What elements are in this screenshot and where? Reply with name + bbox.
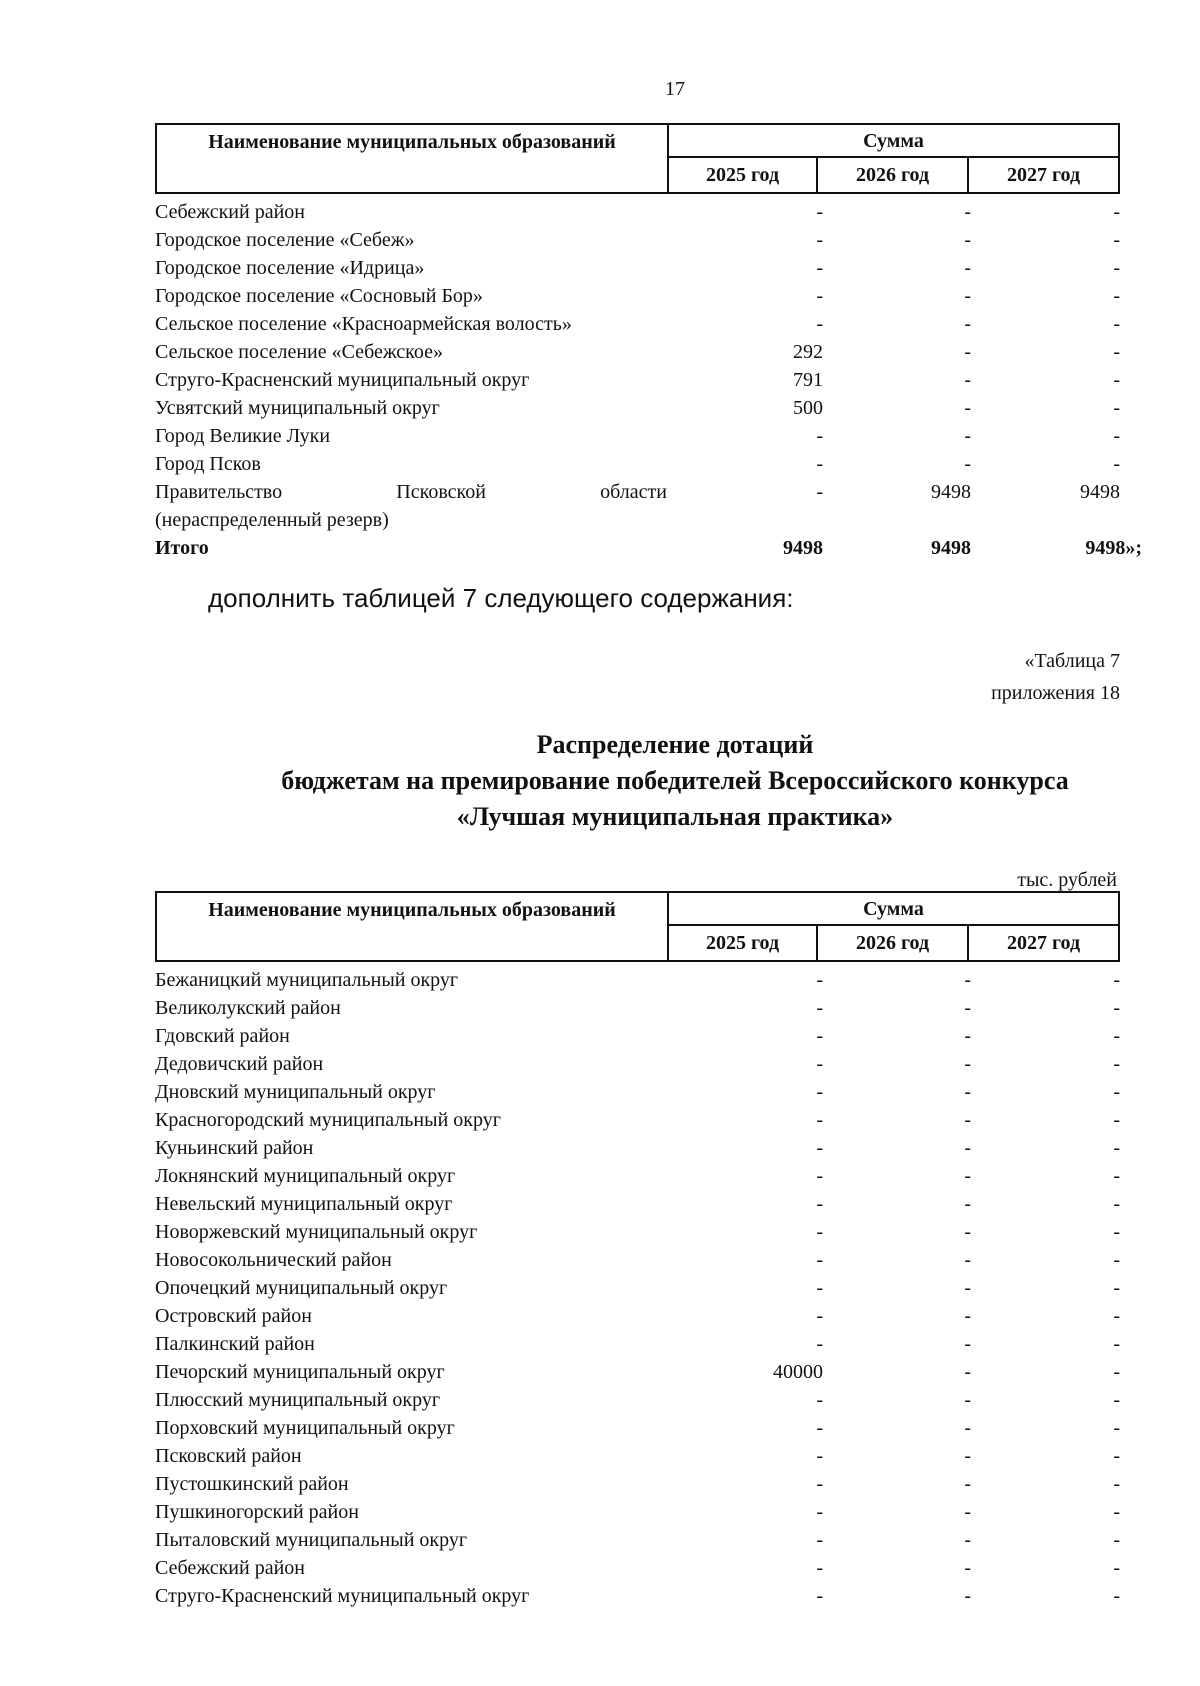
value-2025: - <box>816 1501 823 1523</box>
total-2025: 9498 <box>783 537 823 559</box>
row-name: Печорский муниципальный округ <box>155 1361 445 1383</box>
title-line3: «Лучшая муниципальная практика» <box>456 802 894 831</box>
row-name: Пушкиногорский район <box>155 1501 359 1523</box>
row-name: Новосокольнический район <box>155 1249 392 1271</box>
value-2025: - <box>816 1137 823 1159</box>
value-2025: - <box>816 1249 823 1271</box>
value-2027: - <box>1113 1305 1120 1327</box>
table-row <box>155 1274 1120 1302</box>
value-2025: - <box>816 1333 823 1355</box>
value-2025: - <box>816 1473 823 1495</box>
value-2027: - <box>1113 229 1120 251</box>
table-row <box>155 226 1120 254</box>
value-2025: - <box>816 1417 823 1439</box>
value-2027: - <box>1113 1473 1120 1495</box>
row-name: Псковский район <box>155 1445 302 1467</box>
row-name: Плюсский муниципальный округ <box>155 1389 441 1411</box>
value-2025: - <box>816 1221 823 1243</box>
value-2027: - <box>1113 1109 1120 1131</box>
table-row <box>155 1498 1120 1526</box>
value-2027: - <box>1113 1585 1120 1607</box>
value-2025: - <box>816 481 823 503</box>
value-2026: - <box>964 1165 971 1187</box>
table-row <box>155 994 1120 1022</box>
row-name: Себежский район <box>155 201 305 223</box>
title-line2: бюджетам на премирование победителей Всероссийского конкурса <box>281 766 1069 795</box>
table-row <box>155 1218 1120 1246</box>
value-2026: - <box>964 285 971 307</box>
table-row <box>155 1302 1120 1330</box>
value-2025: - <box>816 1053 823 1075</box>
value-2027: - <box>1113 1501 1120 1523</box>
value-2026: - <box>964 229 971 251</box>
value-2025: 791 <box>793 369 823 391</box>
value-2025: 500 <box>793 397 823 419</box>
value-2025: - <box>816 1585 823 1607</box>
value-2027: - <box>1113 1361 1120 1383</box>
row-name: Великолукский район <box>155 997 341 1019</box>
value-2027: - <box>1113 341 1120 363</box>
value-2026: - <box>964 997 971 1019</box>
value-2025: - <box>816 1109 823 1131</box>
table-row <box>155 1022 1120 1050</box>
value-2026: - <box>964 1221 971 1243</box>
value-2026: - <box>964 1501 971 1523</box>
table-row <box>155 1134 1120 1162</box>
row-name: Гдовский район <box>155 1025 290 1047</box>
value-2026: - <box>964 1137 971 1159</box>
total-label: Итого <box>155 537 209 559</box>
table-row <box>155 1554 1120 1582</box>
value-2026: - <box>964 257 971 279</box>
value-2026: - <box>964 313 971 335</box>
value-2027: - <box>1113 1389 1120 1411</box>
header-sum: Сумма <box>667 891 1120 926</box>
gov-word-1: Правительство <box>155 481 283 503</box>
value-2025: - <box>816 313 823 335</box>
value-2027: - <box>1113 1333 1120 1355</box>
table-row <box>155 1162 1120 1190</box>
value-2026: - <box>964 369 971 391</box>
table-row <box>155 198 1120 226</box>
value-2027: - <box>1113 1445 1120 1467</box>
header-year-2026: 2026 год <box>818 158 969 194</box>
table-row <box>155 422 1120 450</box>
row-name: Городское поселение «Себеж» <box>155 229 415 251</box>
value-2026: - <box>964 1445 971 1467</box>
value-2025: - <box>816 257 823 279</box>
value-2027: - <box>1113 1529 1120 1551</box>
table-row <box>155 1526 1120 1554</box>
row-name: Порховский муниципальный округ <box>155 1417 455 1439</box>
row-name: Локнянский муниципальный округ <box>155 1165 456 1187</box>
value-2025: 292 <box>793 341 823 363</box>
value-2027: - <box>1113 1025 1120 1047</box>
row-name: Город Великие Луки <box>155 425 331 447</box>
value-2026: - <box>964 397 971 419</box>
row-name: Дновский муниципальный округ <box>155 1081 436 1103</box>
value-2027: - <box>1113 1221 1120 1243</box>
gov-name-line1 <box>155 478 667 506</box>
row-name: Куньинский район <box>155 1137 314 1159</box>
gov-name-line2: (нераспределенный резерв) <box>155 509 389 531</box>
row-name: Себежский район <box>155 1557 305 1579</box>
value-2027: 9498 <box>1080 481 1120 503</box>
header-name: Наименование муниципальных образований <box>155 123 667 194</box>
value-2026: - <box>964 1109 971 1131</box>
value-2026: - <box>964 1529 971 1551</box>
row-name: Сельское поселение «Красноармейская волость» <box>155 313 572 335</box>
value-2026: - <box>964 453 971 475</box>
value-2027: - <box>1113 313 1120 335</box>
header-year-2025: 2025 год <box>667 926 818 962</box>
row-name: Дедовичский район <box>155 1053 324 1075</box>
value-2027: - <box>1113 257 1120 279</box>
value-2026: - <box>964 425 971 447</box>
table-row <box>155 966 1120 994</box>
amendment-paragraph: дополнить таблицей 7 следующего содержания: <box>208 583 794 613</box>
value-2025: - <box>816 425 823 447</box>
table-row <box>155 310 1120 338</box>
value-2025: - <box>816 1389 823 1411</box>
value-2027: - <box>1113 1557 1120 1579</box>
table-row <box>155 1442 1120 1470</box>
value-2026: - <box>964 1081 971 1103</box>
table-row <box>155 1386 1120 1414</box>
section-title <box>0 727 1200 835</box>
value-2025: - <box>816 1557 823 1579</box>
value-2027: - <box>1113 369 1120 391</box>
table-row <box>155 1358 1120 1386</box>
value-2026: - <box>964 1249 971 1271</box>
title-line1: Распределение дотаций <box>536 730 814 759</box>
value-2026: - <box>964 1361 971 1383</box>
value-2025: - <box>816 1445 823 1467</box>
table-row <box>155 366 1120 394</box>
table-row <box>155 450 1120 478</box>
table-2-header <box>155 891 1120 966</box>
value-2025: - <box>816 969 823 991</box>
value-2026: - <box>964 341 971 363</box>
table-row <box>155 1470 1120 1498</box>
table-row <box>155 1106 1120 1134</box>
header-sum: Сумма <box>667 123 1120 158</box>
row-name: Струго-Красненский муниципальный округ <box>155 1585 530 1607</box>
value-2027: - <box>1113 1053 1120 1075</box>
value-2027: - <box>1113 425 1120 447</box>
header-year-2025: 2025 год <box>667 158 818 194</box>
value-2026: - <box>964 1277 971 1299</box>
value-2027: - <box>1113 397 1120 419</box>
table-row <box>155 282 1120 310</box>
table-1-body <box>155 198 1120 478</box>
table-row <box>155 1050 1120 1078</box>
row-name: Город Псков <box>155 453 261 475</box>
table-row <box>155 1078 1120 1106</box>
row-name: Струго-Красненский муниципальный округ <box>155 369 530 391</box>
value-2027: - <box>1113 997 1120 1019</box>
value-2026: - <box>964 1473 971 1495</box>
value-2025: - <box>816 453 823 475</box>
row-name: Городское поселение «Сосновый Бор» <box>155 285 483 307</box>
row-name: Новоржевский муниципальный округ <box>155 1221 478 1243</box>
table-row <box>155 338 1120 366</box>
value-2027: - <box>1113 1193 1120 1215</box>
value-2025: - <box>816 1165 823 1187</box>
table-ref-line1: «Таблица 7 <box>1024 650 1120 672</box>
table-row <box>155 1190 1120 1218</box>
value-2025: - <box>816 285 823 307</box>
value-2026: - <box>964 1389 971 1411</box>
header-year-2027: 2027 год <box>969 158 1120 194</box>
value-2027: - <box>1113 285 1120 307</box>
table-row <box>155 1330 1120 1358</box>
row-name: Островский район <box>155 1305 312 1327</box>
header-year-2027: 2027 год <box>969 926 1120 962</box>
value-2026: - <box>964 1025 971 1047</box>
row-name: Городское поселение «Идрица» <box>155 257 425 279</box>
table-row <box>155 1246 1120 1274</box>
gov-word-2: Псковской <box>396 481 486 503</box>
table-row <box>155 1582 1120 1610</box>
table-row <box>155 254 1120 282</box>
value-2027: - <box>1113 1249 1120 1271</box>
value-2026: - <box>964 1305 971 1327</box>
row-name: Невельский муниципальный округ <box>155 1193 453 1215</box>
value-2026: - <box>964 1333 971 1355</box>
value-2025: - <box>816 1529 823 1551</box>
value-2026: - <box>964 201 971 223</box>
row-name: Бежаницкий муниципальный округ <box>155 969 459 991</box>
gov-word-3: области <box>600 481 667 503</box>
value-2027: - <box>1113 453 1120 475</box>
table-ref-line2: приложения 18 <box>991 682 1120 704</box>
value-2025: - <box>816 1025 823 1047</box>
total-2027: 9498»; <box>1085 537 1142 559</box>
table-row <box>155 1414 1120 1442</box>
value-2025: 40000 <box>773 1361 823 1383</box>
page-number: 17 <box>665 78 685 100</box>
table-row-government <box>155 478 1120 534</box>
value-2025: - <box>816 229 823 251</box>
value-2026: - <box>964 1585 971 1607</box>
row-name: Палкинский район <box>155 1333 315 1355</box>
table-2-body <box>155 966 1120 1610</box>
total-2026: 9498 <box>931 537 971 559</box>
table-reference <box>991 645 1120 709</box>
header-year-2026: 2026 год <box>818 926 969 962</box>
value-2027: - <box>1113 1137 1120 1159</box>
header-name: Наименование муниципальных образований <box>155 891 667 962</box>
row-name: Пыталовский муниципальный округ <box>155 1529 468 1551</box>
value-2026: - <box>964 1053 971 1075</box>
value-2027: - <box>1113 1417 1120 1439</box>
value-2025: - <box>816 1277 823 1299</box>
row-name: Сельское поселение «Себежское» <box>155 341 444 363</box>
value-2026: - <box>964 1417 971 1439</box>
table-1-header <box>155 123 1120 198</box>
value-2027: - <box>1113 1277 1120 1299</box>
table-row-total <box>155 534 1142 562</box>
value-2026: - <box>964 969 971 991</box>
table-2 <box>155 891 1120 1610</box>
value-2026: 9498 <box>931 481 971 503</box>
value-2027: - <box>1113 1165 1120 1187</box>
units-label: тыс. рублей <box>1017 869 1117 891</box>
value-2025: - <box>816 1305 823 1327</box>
row-name: Усвятский муниципальный округ <box>155 397 440 419</box>
table-row <box>155 394 1120 422</box>
row-name: Пустошкинский район <box>155 1473 349 1495</box>
value-2025: - <box>816 1081 823 1103</box>
table-1 <box>155 123 1142 562</box>
value-2025: - <box>816 997 823 1019</box>
value-2027: - <box>1113 1081 1120 1103</box>
value-2025: - <box>816 1193 823 1215</box>
row-name: Красногородский муниципальный округ <box>155 1109 501 1131</box>
row-name <box>155 478 675 534</box>
value-2027: - <box>1113 201 1120 223</box>
value-2026: - <box>964 1193 971 1215</box>
row-name: Опочецкий муниципальный округ <box>155 1277 448 1299</box>
value-2027: - <box>1113 969 1120 991</box>
value-2025: - <box>816 201 823 223</box>
value-2026: - <box>964 1557 971 1579</box>
